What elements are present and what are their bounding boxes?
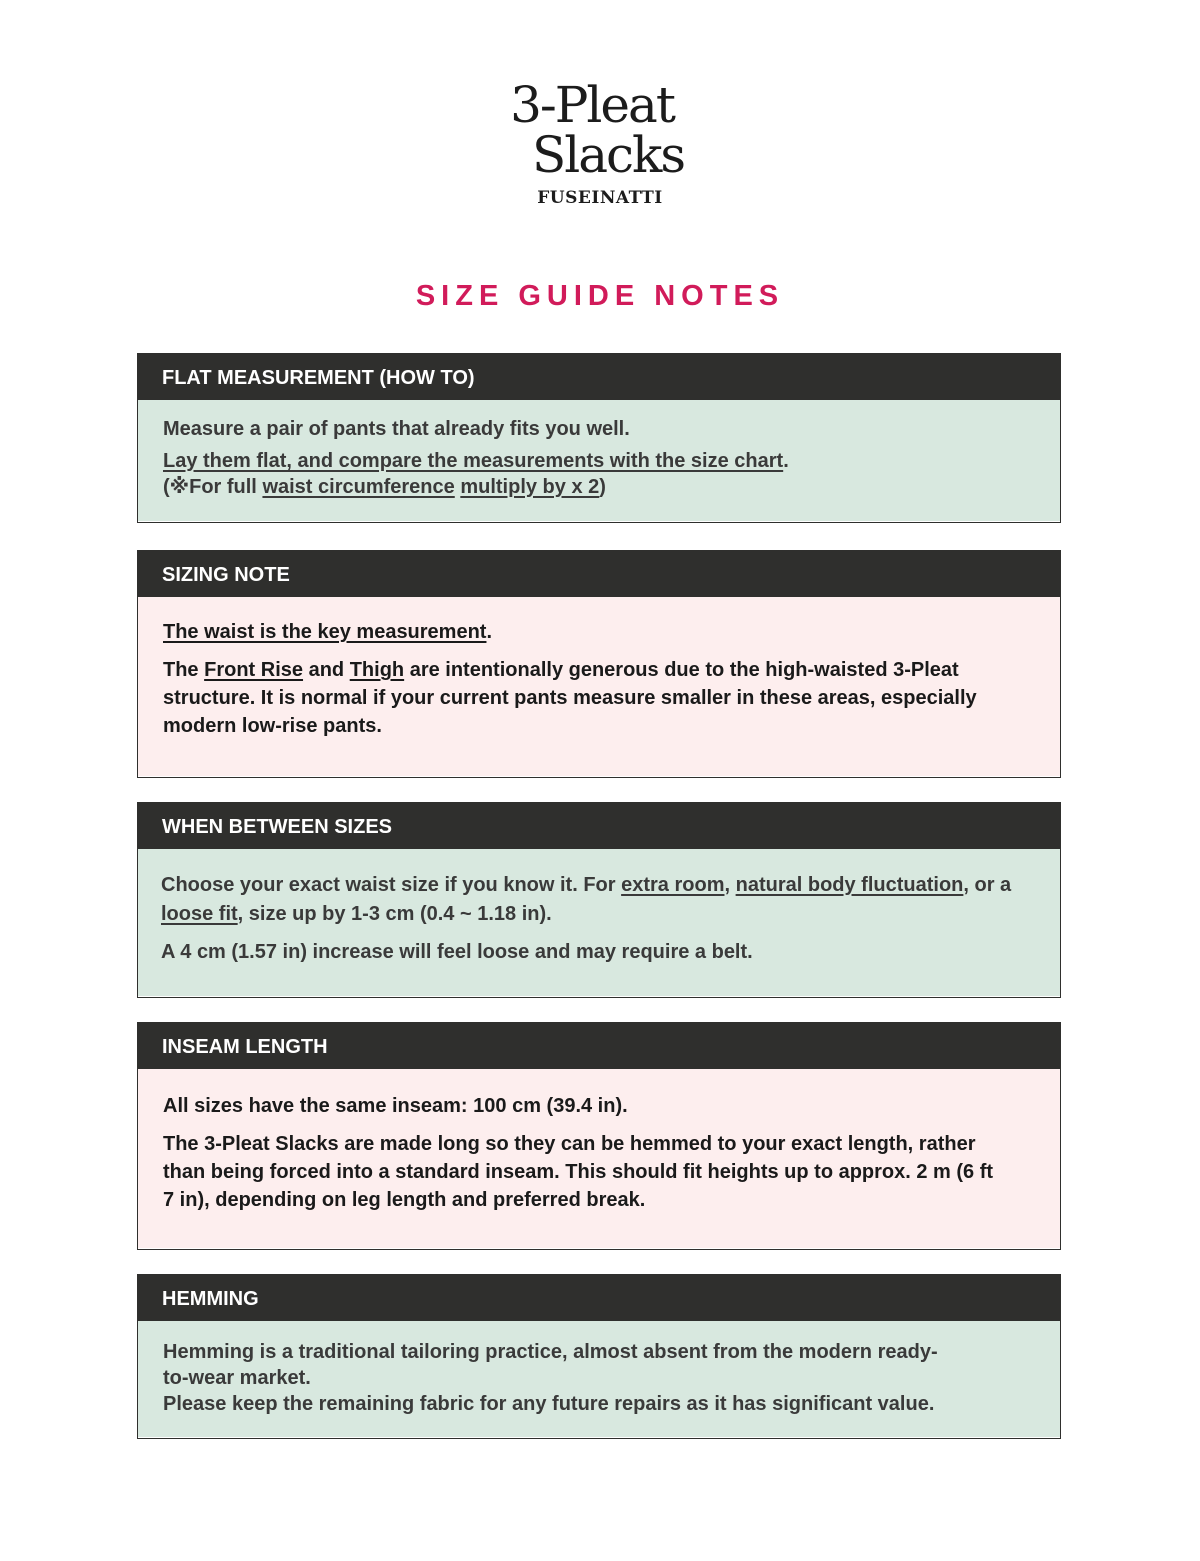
between-link-loose-fit: loose fit — [161, 903, 238, 925]
section-header: SIZING NOTE — [138, 551, 1060, 597]
text-fragment: (※For full — [163, 476, 263, 498]
section-body — [138, 400, 1060, 521]
text-fragment: . — [486, 621, 493, 643]
hemming-paragraph-1: Hemming is a traditional tailoring practice, almost absent from the modern ready-to-wear market. — [163, 1341, 938, 1389]
between-link-extra-room: extra room — [621, 874, 725, 896]
section-body — [138, 1321, 1060, 1437]
sizing-link-thigh: Thigh — [349, 659, 405, 681]
section-header: FLAT MEASUREMENT (HOW TO) — [138, 354, 1060, 400]
logo-brand: FUSEINATTI — [537, 188, 663, 208]
section-header: WHEN BETWEEN SIZES — [138, 803, 1060, 849]
between-paragraph-1 — [161, 871, 1052, 929]
between-link-body-fluctuation: natural body fluctuation — [735, 874, 964, 896]
sizing-paragraph-2 — [163, 656, 1040, 740]
section-body — [138, 597, 1060, 776]
flat-link-multiply: multiply by x 2 — [460, 476, 600, 498]
text-fragment: , size up by 1-3 cm (0.4 ~ 1.18 in). — [237, 903, 552, 925]
sizing-paragraph-1 — [163, 619, 1040, 646]
brand-logo — [0, 76, 1200, 208]
section-flat-measurement — [137, 353, 1061, 523]
section-sizing-note — [137, 550, 1061, 778]
inseam-paragraph-1: All sizes have the same inseam: 100 cm (39.4 in). — [163, 1095, 628, 1117]
between-paragraph-2: A 4 cm (1.57 in) increase will feel loose and may require a belt. — [161, 941, 753, 963]
text-fragment: , or a — [963, 874, 1012, 896]
section-body — [138, 1069, 1060, 1248]
section-header: HEMMING — [138, 1275, 1060, 1321]
section-hemming — [137, 1274, 1061, 1439]
text-fragment: Choose your exact waist size if you know it. For — [161, 874, 622, 896]
text-fragment: The — [163, 659, 205, 681]
logo-line-1: 3-Pleat — [510, 76, 674, 134]
logo-line-2: Slacks — [531, 126, 684, 184]
text-fragment: , — [724, 874, 736, 896]
sizing-link-front-rise: Front Rise — [204, 659, 304, 681]
section-between-sizes — [137, 802, 1061, 998]
hemming-paragraph-2: Please keep the remaining fabric for any future repairs as it has significant value. — [163, 1393, 935, 1415]
flat-paragraph-1: Measure a pair of pants that already fits you well. — [163, 418, 630, 440]
text-fragment: and — [303, 659, 350, 681]
flat-paragraph-2 — [163, 449, 1040, 474]
flat-link-lay-flat: Lay them flat, and compare the measurements with the size chart — [163, 450, 784, 472]
flat-paragraph-3 — [163, 474, 1040, 501]
text-fragment: ) — [599, 476, 606, 498]
page-title: SIZE GUIDE NOTES — [415, 280, 785, 312]
section-header: INSEAM LENGTH — [138, 1023, 1060, 1069]
text-fragment: are intentionally generous due to the high-waisted 3-Pleat structure. It is normal if your current pants measure smaller in these areas, especially modern low-rise pants. — [163, 659, 977, 737]
section-body — [138, 849, 1060, 996]
text-fragment: . — [783, 450, 789, 472]
inseam-paragraph-2: The 3-Pleat Slacks are made long so they can be hemmed to your exact length, rather than being forced into a standard inseam. This should fit heights up to approx. 2 m (6 ft 7 in), depending on leg length and preferred break. — [163, 1133, 994, 1211]
section-inseam-length — [137, 1022, 1061, 1250]
sizing-link-waist-key: The waist is the key measurement — [163, 621, 487, 643]
flat-link-waist-circumference: waist circumference — [262, 476, 455, 498]
